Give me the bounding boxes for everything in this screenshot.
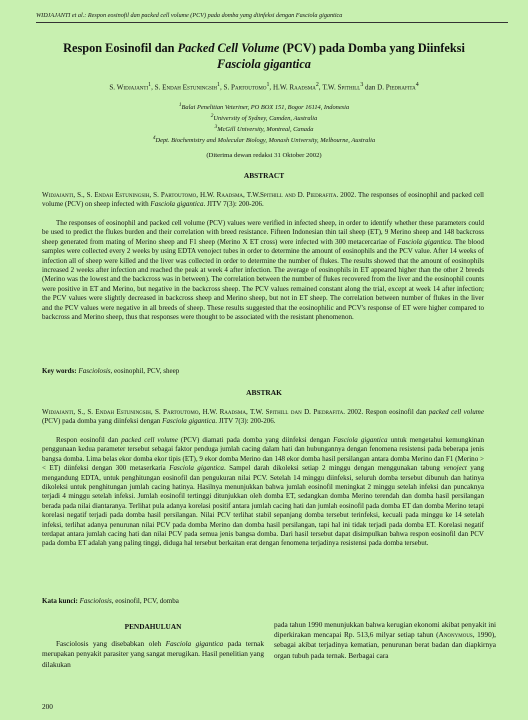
intro-right-text: pada tahun 1990 menunjukkan bahwa kerugian ekonomi akibat penyakit ini diperkirakan mencapai Rp. 513,6 milyar setiap tahun (Anonymous, 1990), sebagai akibat terjadinya kematian, penurunan berat badan dan diapkirnya organ tubuh pada ternak. Berbagai cara <box>274 620 496 660</box>
abstrak-keywords: Kata kunci: Fasciolosis, eosinofil, PCV, domba <box>42 597 179 605</box>
running-head: WIDJAJANTI et al.: Respon eosinofil dan packed cell volume (PCV) pada domba yang diinfeksi dengan Fasciola gigantica <box>36 12 343 19</box>
received-date: (Diterima dewan redaksi 31 Oktober 2002) <box>206 152 322 159</box>
author-sup: 4 <box>415 82 419 88</box>
author-list: S. Widjajanti$^1$, S. Endah Estuningsih$^1$, S. Partoutomo$^1$, H.W. Raadsma$^2$, T.W. Spithill$^3$ dan D. Piedrafita$^4$ <box>109 82 419 92</box>
affiliations <box>20 101 508 146</box>
abstract-heading: ABSTRACT <box>243 171 285 180</box>
author-name: S. Endah Estuningsih <box>154 83 218 92</box>
title-italic: Packed Cell Volume <box>177 41 280 55</box>
abstract-citation: Widjajanti, S., S. Endah Estuningsih, S. Partoutomo, H.W. Raadsma, T.W.Spithill and D. Piedrafita. 2002. The responses of eosinophil and packed cell volume (PCV) on sheep infected with Fasciola gigantica. JITV 7(3): 200-206. <box>42 191 484 209</box>
author-name: H.W. Raadsma <box>272 83 316 92</box>
intro-left-text: Fasciolosis yang disebabkan oleh Fasciola gigantica pada ternak merupakan penyakit parasiter yang sangat merugikan. Hasil penelitian yang dilakukan <box>42 639 264 669</box>
affiliation: $^1$Balai Penelitian Veteriner, PO BOX 151, Bogor 16114, Indonesia <box>178 102 350 112</box>
abstrak-heading: ABSTRAK <box>246 388 282 397</box>
author-name: S. Partoutomo <box>223 83 267 92</box>
author-sup: 2 <box>315 82 319 88</box>
author-name: T.W. Spithill <box>322 83 361 92</box>
author-name: D. Piedrafita <box>377 83 416 92</box>
affiliation: $^3$McGill University, Montreal, Canada <box>214 124 314 134</box>
title-suffix: (PCV) pada Domba yang Diinfeksi <box>279 41 465 55</box>
affiliation: $^4$Dept. Biochemistry and Molecular Biology, Monash University, Melbourne, Australia <box>152 135 376 145</box>
affiliation: $^2$University of Sydney, Camden, Australia <box>210 113 318 123</box>
abstract-keywords: Key words: Fasciolosis, eosinophil, PCV, sheep <box>42 367 180 375</box>
intro-heading: PENDAHULUAN <box>124 622 182 631</box>
author-sup: 1 <box>148 82 152 88</box>
header-rule <box>36 22 508 23</box>
title-prefix: Respon Eosinofil dan <box>63 41 178 55</box>
abstrak-body: Respon eosinofil dan packed cell volume (PCV) diamati pada domba yang diinfeksi dengan Fasciola gigantica untuk mengetahui kemungkinan penggunaan kedua parameter tersebut sebagai faktor penduga jumlah cacing dalam hati dan hubungannya dengan fenomena resistensi pada beberapa jenis bangsa domba. Lima belas ekor domba ekor tipis (ET), 9 ekor domba Merino dan 148 ekor domba hasil persilangan antara domba Merino dan F1 (Merino >< ET) diinfeksi dengan 300 metaserkaria Fasciola gigantica. Sampel darah dikoleksi setiap 2 minggu dengan menggunakan tabung venoject yang mengandung EDTA, untuk penghitungan eosinofil dan pengukuran nilai PCV. Setelah 14 minggu diinfeksi, seluruh domba tersebut dibunuh dan hatinya dikoleksi untuk penghitungan jumlah cacing hatinya. Hasilnya menunjukkan bahwa jumlah eosinofil meningkat 2 minggu setelah infeksi dan puncaknya terjadi 4 minggu setelah infeksi. Jumlah eosinofil tertinggi ditunjukkan oleh domba ET, sedangkan domba Merino terendah dan domba hasil persilangan berada pada nilai diantaranya. Terlihat pula adanya korelasi positif antara jumlah cacing hati dan jumlah eosinofil pada domba ET dan domba Merino tetapi korelasi negatif terjadi pada domba hasil persilangan. Nilai PCV terlihat stabil sepanjang domba tersebut terinfeksi, kecuali pada minggu ke 14 setelah infeksi, terlihat adanya penurunan nilai PCV pada domba Merino dan domba hasil persilangan, tapi hal ini tidak terjadi pada domba ET. Korelasi negatif terdapat antara jumlah cacing hati dan nilai PCV pada semua jenis bangsa domba. Dari hasil tersebut dapat disimpulkan bahwa respon eosinofil dan PCV pada domba ET adalah yang paling tinggi, diduga hal tersebut berkaitan erat dengan fenomena terjadinya resistensi pada domba tersebut. <box>42 436 485 548</box>
abstrak-citation: Widjajanti, S., S. Endah Estuningsih, S. Partoutomo, H.W. Raadsma, T.W. Spithill dan D. Piedrafita. 2002. Respon eosinofil dan packed cell volume (PCV) pada domba yang diinfeksi dengan Fasciola gigantica. JITV 7(3): 200-206. <box>42 408 484 426</box>
author-sup: 1 <box>266 82 270 88</box>
title-species: Fasciola gigantica <box>217 57 311 71</box>
page-number: 200 <box>42 702 53 711</box>
author-name: S. Widjajanti <box>109 83 149 92</box>
paper-title <box>20 40 508 72</box>
author-sup: 3 <box>360 82 364 88</box>
abstract-body: The responses of eosinophil and packed cell volume (PCV) values were verified in infected sheep, in order to identify whether these parameters could be used to predict the flukes burden and their correlation with breed resistance. Fifteen Indonesian thin tail sheep (ET), 9 Merino sheep and 148 backcross sheep generated from mating of Merino sheep and F1 sheep (Merino X ET cross) were infected with 300 metacercariae of Fasciola gigantica. The blood samples were collected every 2 weeks by using EDTA venoject tubes in order to determine the amount of eosinophils and the PCV value. After 14 weeks of infection all of sheep were killed and the liver was collected in order to determine the number of flukes. The results showed that the amount of eosinophils increased 2 weeks after infection and reached the peak at week 4 after infection. The average of eosinophils in ET appeared higher than the other 2 breeds (Merino was the lowest and the backcross was in between). The correlation between the number of flukes recovered from the liver and the eosinophil counts were positive in ET and Merino, but negative in the backcross sheep. The PCV values remained constant along the trial, except at week 14 after infection; the PCV values were slightly decreased in backcross sheep and Merino sheep, but not in ET sheep. The correlation between number of flukes in the liver and the PCV values were negative in all breeds of sheep. These results suggested that the eosinophilic and PCV's response of ET were higher compared to backcross and Merino sheep, thus that responses were thought to be associated with the resistant phenomenon. <box>42 219 485 322</box>
author-sup: 1 <box>217 82 220 88</box>
intro-right-column <box>274 620 496 661</box>
intro-left-column <box>42 622 264 670</box>
